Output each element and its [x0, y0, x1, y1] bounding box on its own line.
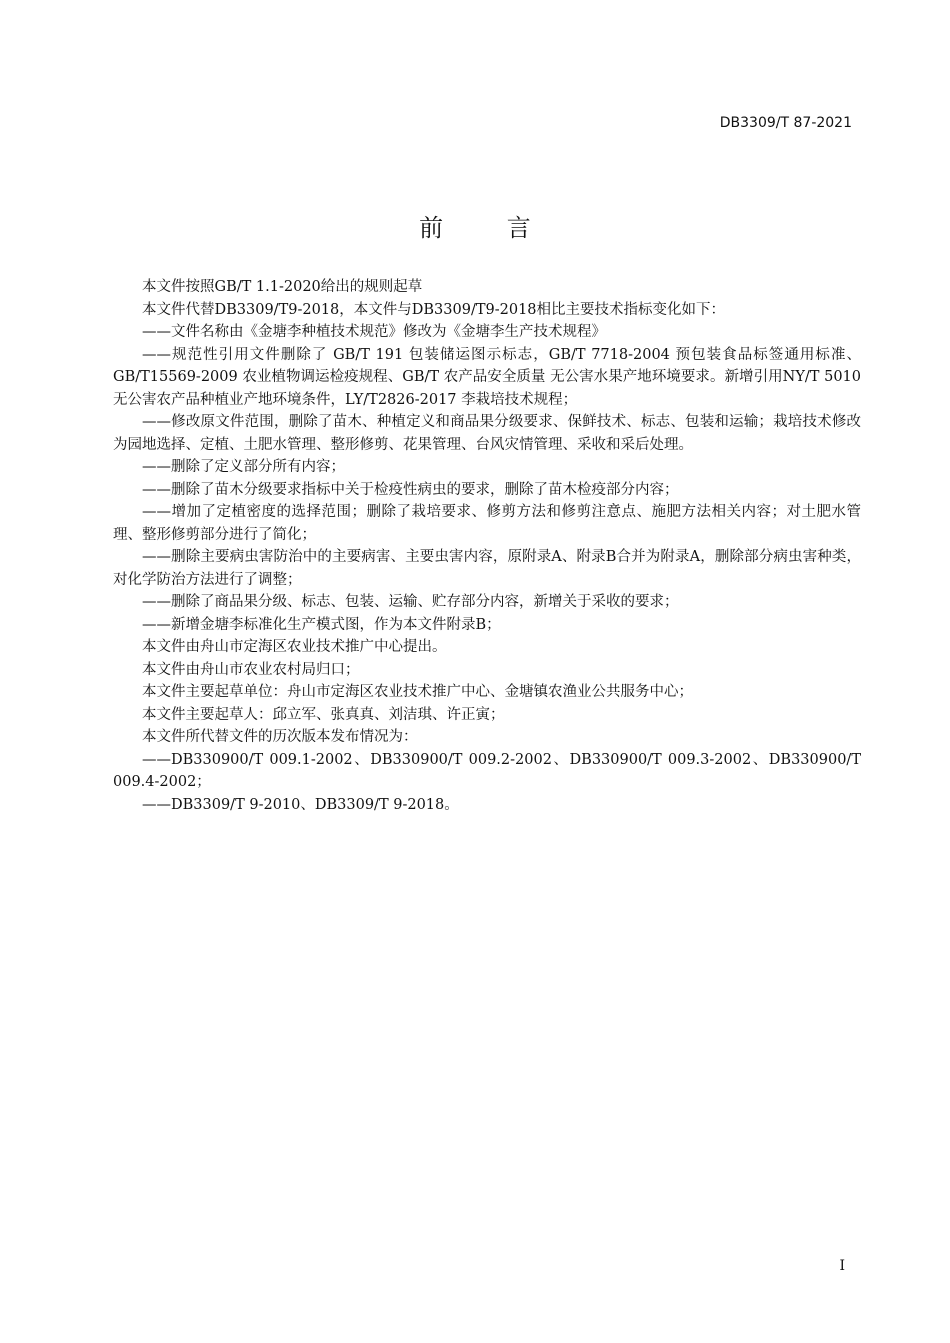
- paragraph: 本文件代替DB3309/T9-2018，本文件与DB3309/T9-2018相比主要技术指标变化如下：: [142, 301, 726, 318]
- paragraph: 本文件主要起草人：邱立军、张真真、刘洁琪、许正寅；: [142, 706, 505, 723]
- paragraph: ——DB3309/T 9-2010、DB3309/T 9-2018。: [142, 796, 459, 813]
- paragraph: ——文件名称由《金塘李种植技术规范》修改为《金塘李生产技术规程》: [142, 324, 606, 340]
- paragraph: ——修改原文件范围，删除了苗木、种植定义和商品果分级要求、保鲜技术、标志、包装和运输；栽培技术修改为园地选择、定植、土肥水管理、整形修剪、花果管理、台风灾情管理、采收和采后处理。: [113, 414, 861, 453]
- paragraph: 本文件由舟山市农业农村局归口；: [142, 661, 360, 678]
- paragraph: ——增加了定植密度的选择范围；删除了栽培要求、修剪方法和修剪注意点、施肥方法相关内容；对土肥水管理、整形修剪部分进行了简化；: [113, 504, 861, 543]
- paragraph: 本文件按照GB/T 1.1-2020给出的规则起草: [142, 279, 423, 295]
- paragraph: ——删除主要病虫害防治中的主要病害、主要虫害内容，原附录A、附录B合并为附录A，删除部分病虫害种类，对化学防治方法进行了调整；: [113, 549, 861, 588]
- paragraph: 本文件由舟山市定海区农业技术推广中心提出。: [142, 639, 447, 655]
- page-number: I: [839, 1258, 845, 1274]
- foreword-body: [113, 276, 861, 816]
- paragraph: ——DB330900/T 009.1-2002、DB330900/T 009.2-2002、DB330900/T 009.3-2002、DB330900/T 009.4-2002；: [113, 751, 861, 790]
- paragraph: ——删除了定义部分所有内容；: [142, 459, 345, 475]
- paragraph: ——新增金塘李标准化生产模式图，作为本文件附录B；: [142, 616, 501, 633]
- paragraph: 本文件主要起草单位：舟山市定海区农业技术推广中心、金塘镇农渔业公共服务中心；: [142, 684, 693, 700]
- page-title: 前 言: [419, 214, 559, 242]
- paragraph: 本文件所代替文件的历次版本发布情况为：: [142, 729, 418, 745]
- paragraph: ——删除了商品果分级、标志、包装、运输、贮存部分内容，新增关于采收的要求；: [142, 594, 679, 610]
- paragraph: ——删除了苗木分级要求指标中关于检疫性病虫的要求，删除了苗木检疫部分内容；: [142, 481, 679, 498]
- paragraph: ——规范性引用文件删除了 GB/T 191 包装储运图示标志，GB/T 7718-2004 预包装食品标签通用标准、GB/T15569-2009 农业植物调运检疫规程、GB/T 农产品安全质量 无公害水果产地环境要求。新增引用NY/T 5010 无公害农产品种植业产地环境条件，LY/T2826-2017 李栽培技术规程；: [113, 346, 861, 408]
- document-code: DB3309/T 87-2021: [719, 115, 852, 131]
